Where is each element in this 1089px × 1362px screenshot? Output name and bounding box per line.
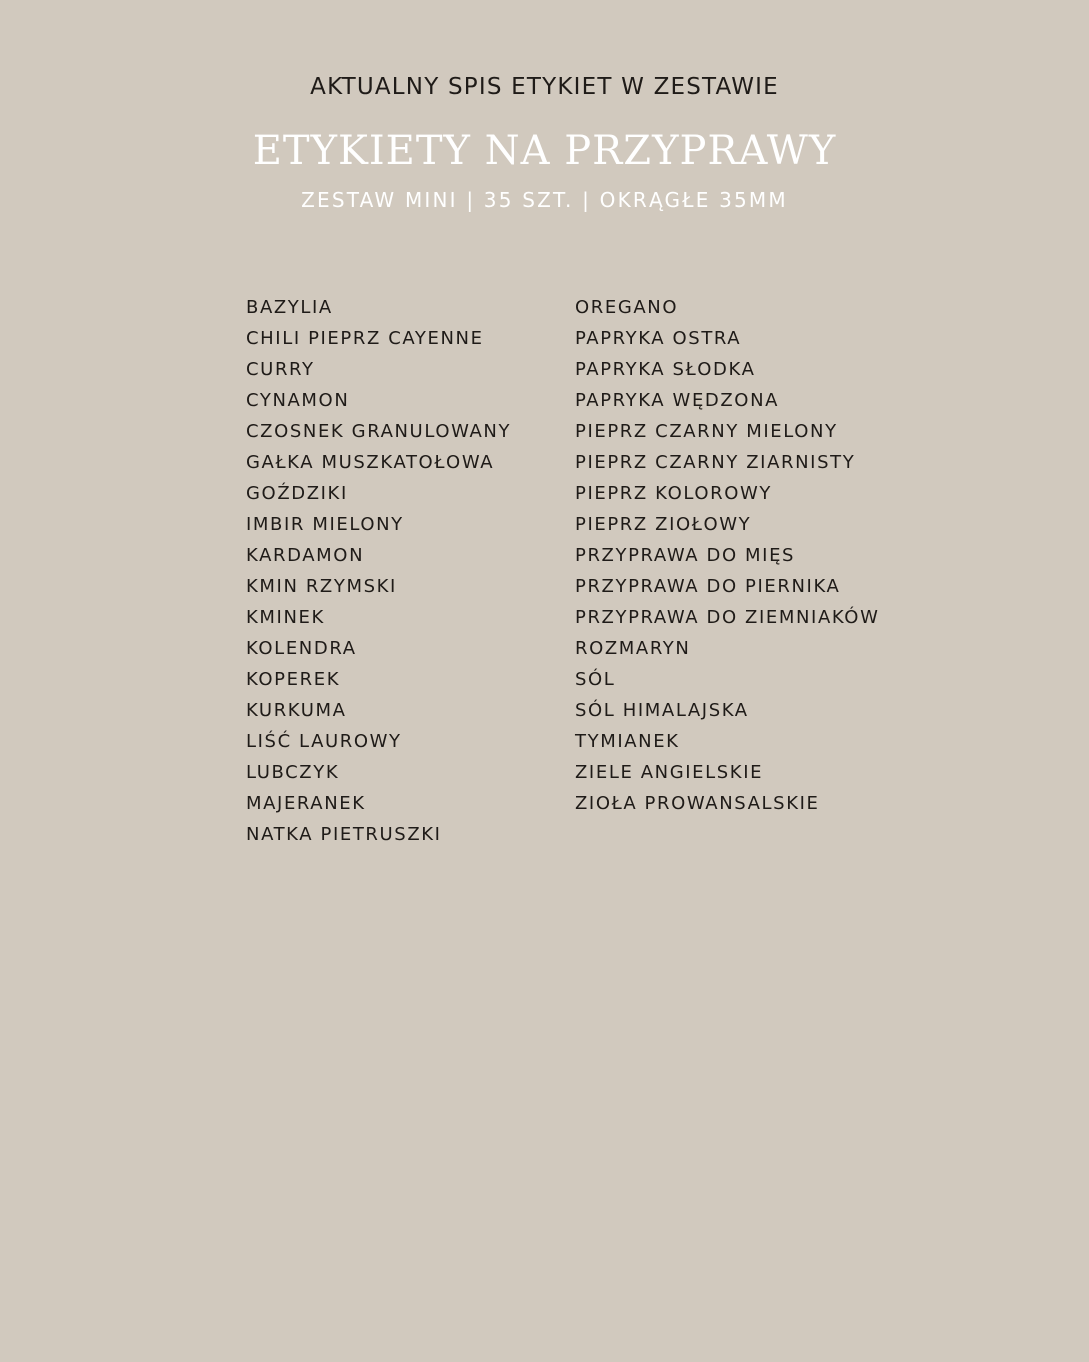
list-item: SÓL: [575, 669, 616, 690]
list-item: TYMIANEK: [575, 731, 680, 752]
list-item: PRZYPRAWA DO MIĘS: [575, 545, 796, 566]
list-item: PIEPRZ CZARNY ZIARNISTY: [575, 452, 856, 473]
list-item: GAŁKA MUSZKATOŁOWA: [246, 452, 495, 473]
list-item: LUBCZYK: [246, 762, 340, 783]
list-item: KARDAMON: [246, 545, 365, 566]
list-item: KMINEK: [246, 607, 325, 628]
list-item: PIEPRZ CZARNY MIELONY: [575, 421, 838, 442]
page-kicker: AKTUALNY SPIS ETYKIET W ZESTAWIE: [310, 74, 779, 100]
list-item: KOLENDRA: [246, 638, 357, 659]
list-item: CURRY: [246, 359, 315, 380]
page-title: ETYKIETY NA PRZYPRAWY: [252, 128, 837, 174]
list-item: IMBIR MIELONY: [246, 514, 404, 535]
list-item: PRZYPRAWA DO PIERNIKA: [575, 576, 841, 597]
list-item: KMIN RZYMSKI: [246, 576, 397, 597]
list-item: CYNAMON: [246, 390, 350, 411]
page-subtitle: ZESTAW MINI | 35 SZT. | OKRĄGŁE 35MM: [301, 188, 788, 212]
list-item: GOŹDZIKI: [246, 483, 348, 504]
list-item: PAPRYKA WĘDZONA: [575, 390, 780, 411]
list-item: PAPRYKA SŁODKA: [575, 359, 756, 380]
list-item: BAZYLIA: [246, 297, 333, 318]
list-item: LIŚĆ LAUROWY: [246, 731, 402, 752]
list-item: PIEPRZ ZIOŁOWY: [575, 514, 752, 535]
spice-list-right: [575, 292, 975, 819]
spice-list-left: [246, 292, 566, 850]
list-item: PIEPRZ KOLOROWY: [575, 483, 772, 504]
list-item: CHILI PIEPRZ CAYENNE: [246, 328, 484, 349]
list-item: MAJERANEK: [246, 793, 366, 814]
list-item: ROZMARYN: [575, 638, 691, 659]
list-item: KOPEREK: [246, 669, 341, 690]
list-item: KURKUMA: [246, 700, 347, 721]
list-item: PAPRYKA OSTRA: [575, 328, 742, 349]
list-item: ZIELE ANGIELSKIE: [575, 762, 764, 783]
list-item: ZIOŁA PROWANSALSKIE: [575, 793, 820, 814]
list-item: NATKA PIETRUSZKI: [246, 824, 442, 845]
list-item: CZOSNEK GRANULOWANY: [246, 421, 512, 442]
list-item: OREGANO: [575, 297, 679, 318]
list-item: SÓL HIMALAJSKA: [575, 700, 749, 721]
list-item: PRZYPRAWA DO ZIEMNIAKÓW: [575, 607, 880, 628]
